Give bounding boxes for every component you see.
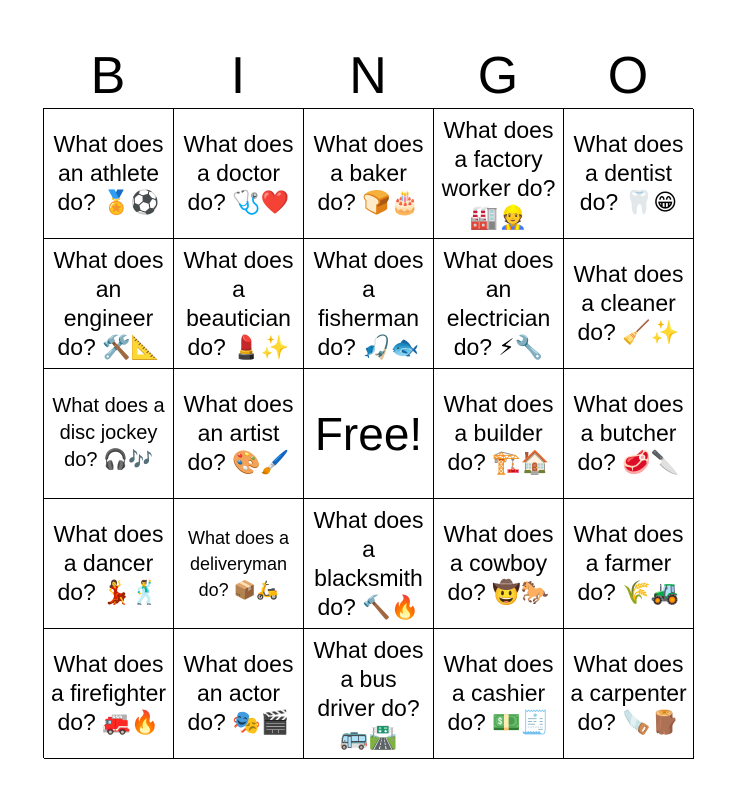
bingo-cell-dentist[interactable] — [564, 109, 694, 239]
cell-text: Free! — [314, 407, 423, 460]
cell-text: What does an engineer do? 🛠️📐 — [53, 246, 164, 360]
bingo-cell-disc-jockey[interactable] — [44, 369, 174, 499]
header-letter-o: O — [607, 47, 649, 105]
bingo-cell-cashier[interactable] — [434, 629, 564, 759]
cell-text: What does an actor do? 🎭🎬 — [183, 651, 294, 735]
bingo-cell-baker[interactable] — [304, 109, 434, 239]
bingo-cell-bus-driver[interactable] — [304, 629, 434, 759]
header-letter-n: N — [349, 47, 387, 105]
cell-text: What does an electrician do? ⚡🔧 — [443, 246, 554, 360]
bingo-board — [43, 108, 693, 758]
cell-text: What does a cleaner do? 🧹✨ — [573, 261, 684, 345]
cell-text: What does a farmer do? 🌾🚜 — [573, 521, 684, 605]
cell-text: What does an artist do? 🎨🖌️ — [183, 391, 294, 475]
cell-text: What does a fisherman do? 🎣🐟 — [313, 246, 424, 360]
bingo-cell-blacksmith[interactable] — [304, 499, 434, 629]
bingo-cell-firefighter[interactable] — [44, 629, 174, 759]
bingo-cell-beautician[interactable] — [174, 239, 304, 369]
cell-text: What does a baker do? 🍞🎂 — [313, 131, 424, 215]
bingo-cell-fisherman[interactable] — [304, 239, 434, 369]
cell-text: What does a butcher do? 🥩🔪 — [573, 391, 684, 475]
cell-text: What does a disc jockey do? 🎧🎶 — [52, 395, 165, 471]
cell-text: What does a carpenter do? 🪚🪵 — [570, 651, 687, 735]
bingo-cell-dancer[interactable] — [44, 499, 174, 629]
cell-text: What does a bus driver do? 🚌🛣️ — [313, 636, 424, 750]
bingo-header — [43, 44, 693, 108]
cell-text: What does a deliveryman do? 📦🛵 — [187, 527, 290, 600]
bingo-cell-engineer[interactable] — [44, 239, 174, 369]
cell-text: What does a beautician do? 💄✨ — [183, 246, 294, 360]
bingo-cell-builder[interactable] — [434, 369, 564, 499]
cell-text: What does a blacksmith do? 🔨🔥 — [313, 506, 424, 620]
bingo-cell-doctor[interactable] — [174, 109, 304, 239]
bingo-cell-farmer[interactable] — [564, 499, 694, 629]
bingo-cell-cleaner[interactable] — [564, 239, 694, 369]
header-letter-b: B — [90, 47, 126, 105]
bingo-cell-free[interactable] — [304, 369, 434, 499]
cell-text: What does a firefighter do? 🚒🔥 — [50, 651, 167, 735]
bingo-cell-factory-worker[interactable] — [434, 109, 564, 239]
bingo-cell-deliveryman[interactable] — [174, 499, 304, 629]
cell-text: What does a cowboy do? 🤠🐎 — [443, 521, 554, 605]
header-letter-g: G — [477, 47, 519, 105]
cell-text: What does a dentist do? 🦷😁 — [573, 131, 684, 215]
bingo-cell-electrician[interactable] — [434, 239, 564, 369]
bingo-cell-artist[interactable] — [174, 369, 304, 499]
bingo-cell-carpenter[interactable] — [564, 629, 694, 759]
bingo-cell-cowboy[interactable] — [434, 499, 564, 629]
header-letter-i: I — [230, 47, 246, 105]
cell-text: What does a doctor do? 🩺❤️ — [183, 131, 294, 215]
cell-text: What does a dancer do? 💃🕺 — [53, 521, 164, 605]
cell-text: What does a factory worker do? 🏭👷 — [441, 116, 556, 230]
bingo-cell-butcher[interactable] — [564, 369, 694, 499]
cell-text: What does an athlete do? 🏅⚽ — [53, 131, 164, 215]
bingo-cell-athlete[interactable] — [44, 109, 174, 239]
cell-text: What does a builder do? 🏗️🏠 — [443, 391, 554, 475]
cell-text: What does a cashier do? 💵🧾 — [443, 651, 554, 735]
bingo-cell-actor[interactable] — [174, 629, 304, 759]
